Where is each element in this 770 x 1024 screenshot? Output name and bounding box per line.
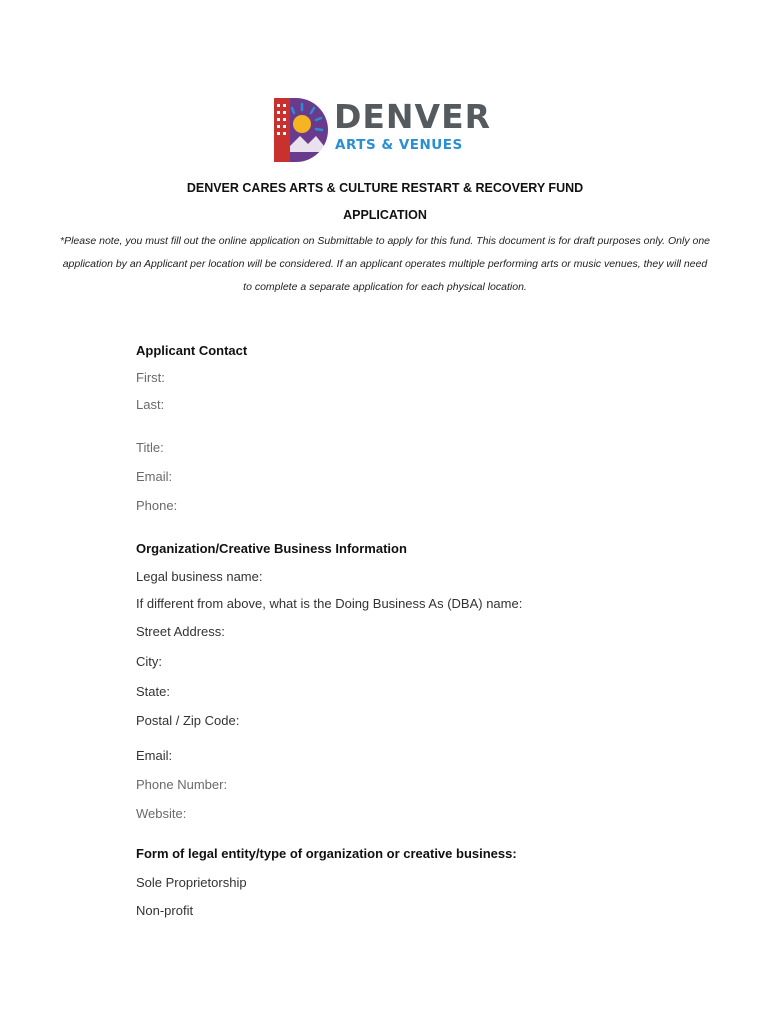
field-email: Email:: [136, 469, 173, 484]
denver-arts-venues-logo: [272, 96, 502, 164]
section-legal-entity: Form of legal entity/type of organization or creative business:: [136, 846, 517, 861]
document-subtitle: APPLICATION: [343, 208, 427, 222]
document-title: DENVER CARES ARTS & CULTURE RESTART & RECOVERY FUND: [186, 181, 584, 195]
field-state: State:: [136, 684, 170, 699]
field-dba-name: If different from above, what is the Doing Business As (DBA) name:: [136, 596, 523, 611]
field-street-address: Street Address:: [136, 624, 225, 639]
field-phone: Phone:: [136, 498, 178, 513]
field-city: City:: [136, 654, 162, 669]
field-last-name: Last:: [136, 397, 165, 412]
field-first-name: First:: [136, 370, 165, 385]
option-non-profit: Non-profit: [136, 903, 194, 918]
field-postal-code: Postal / Zip Code:: [136, 713, 240, 728]
field-phone-number: Phone Number:: [136, 777, 228, 792]
draft-notice: *Please note, you must fill out the online application on Submittable to apply for this fund. This document is for draft purposes only. Only one application by an Applicant per location will be considered. If an applicant operates multiple performing arts or music venues, they will need to complete a separate application for each physical location.: [60, 235, 711, 293]
field-title: Title:: [136, 440, 164, 455]
section-organization-info: Organization/Creative Business Information: [136, 541, 407, 556]
option-sole-proprietorship: Sole Proprietorship: [136, 875, 247, 890]
logo-wordmark: DENVER: [334, 97, 492, 136]
logo-tagline: ARTS & VENUES: [335, 137, 463, 153]
field-website: Website:: [136, 806, 187, 821]
section-applicant-contact: Applicant Contact: [136, 343, 248, 358]
field-legal-business-name: Legal business name:: [136, 569, 263, 584]
field-org-email: Email:: [136, 748, 173, 763]
denver-d-emblem-icon: [272, 96, 330, 164]
